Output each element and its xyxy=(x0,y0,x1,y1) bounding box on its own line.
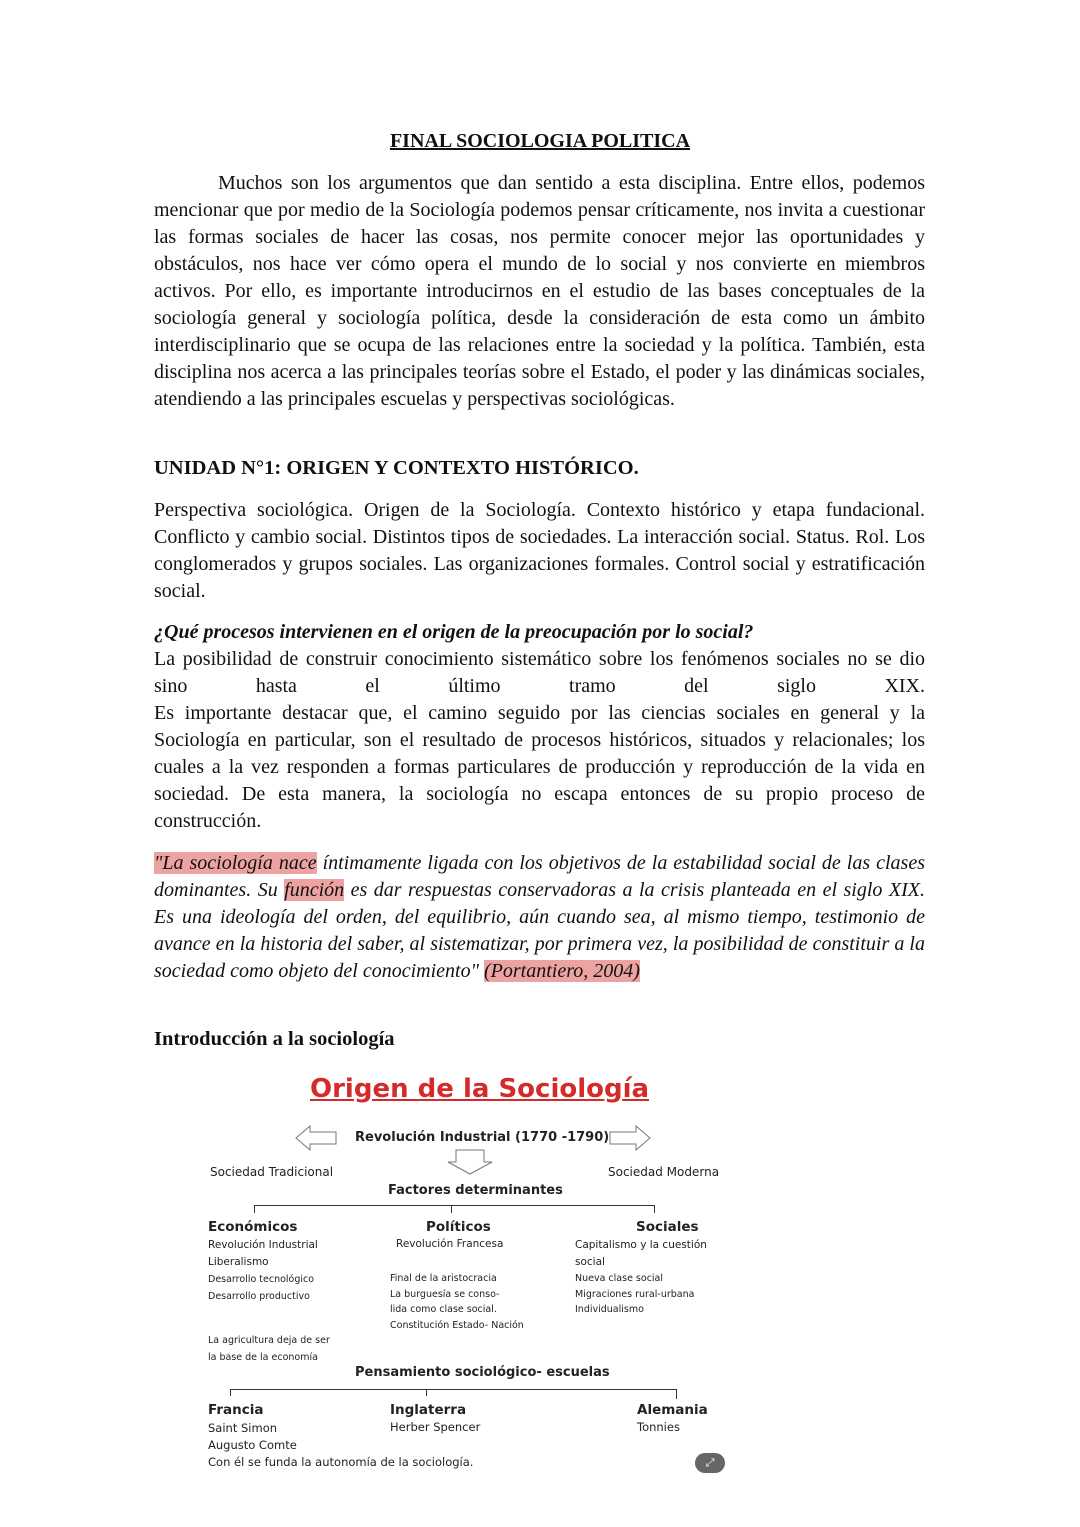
connector xyxy=(426,1389,427,1396)
connector xyxy=(254,1205,654,1206)
alemania-item: Tonnies xyxy=(637,1420,680,1434)
inglaterra-title: Inglaterra xyxy=(390,1402,467,1418)
politicos-title: Políticos xyxy=(426,1219,491,1235)
inglaterra-item: Herber Spencer xyxy=(390,1420,481,1434)
question-block xyxy=(154,619,925,835)
politicos-items: Final de la aristocracia La burguesía se conso- lida como clase social. Constitución Estado- Nación xyxy=(390,1273,524,1331)
unit-heading: UNIDAD N°1: ORIGEN Y CONTEXTO HISTÓRICO. xyxy=(154,457,639,479)
origin-diagram xyxy=(200,1070,740,1490)
connector xyxy=(654,1205,655,1213)
sociales-title: Sociales xyxy=(636,1219,699,1235)
connector xyxy=(230,1389,676,1390)
quote xyxy=(154,850,925,985)
alemania-title: Alemania xyxy=(637,1402,708,1418)
arrow-down-icon xyxy=(446,1148,494,1180)
highlight: función xyxy=(284,879,345,901)
intro-paragraph: Muchos son los argumentos que dan sentido a esta disciplina. Entre ellos, podemos mencionar que por medio de la Sociología podemos pensar críticamente, nos invita a cuestionar las formas sociales de hacer las cosas, nos permite conocer mejor las oportunidades y obstáculos, nos hace ver cómo opera el mundo de lo social y nos convierte en miembros activos. Por ello, es importante introducirnos en el estudio de las bases conceptuales de la sociología general y sociología política, desde la consideración de esta como un ámbito interdisciplinario que se ocupa de las relaciones entre la sociedad y la política. También, esta disciplina nos acerca a las principales teorías sobre el Estado, el poder y las dinámicas sociales, atendiendo a las principales escuelas y perspectivas sociológicas. xyxy=(154,172,925,410)
expand-icon[interactable]: ⤢ xyxy=(695,1453,725,1473)
arrow-right-icon xyxy=(608,1124,652,1156)
factors-label: Factores determinantes xyxy=(388,1183,563,1198)
sociales-items: Capitalismo y la cuestión social xyxy=(575,1239,707,1268)
francia-items: Saint Simon Augusto Comte Con él se funda la autonomía de la sociología. xyxy=(208,1421,474,1469)
connector xyxy=(230,1389,231,1396)
answer-2: Es importante destacar que, el camino seguido por las ciencias sociales en general y la Sociología en particular, son el resultado de procesos históricos, situados y relacionales; los cuales a la vez responden a formas particulares de producción y reproducción de la vida en sociedad. De esta manera, la sociología no escapa entonces de su propio proceso de construcción. xyxy=(154,702,925,832)
economicos-items-2: La agricultura deja de ser la base de la economía xyxy=(208,1335,330,1363)
connector xyxy=(254,1205,255,1213)
quote-text: es dar respuestas conservadoras a la crisis planteada en el siglo XIX. Es una ideología del orden, del equilibrio, aún cuando sea, al mismo tiempo, testimonio de avance en la historia del saber, al sistematizar, por primera vez, la posibilidad de constituir a la sociedad como objeto del conocimiento" xyxy=(154,879,925,982)
economicos-title: Económicos xyxy=(208,1219,298,1235)
section-heading: Introducción a la sociología xyxy=(154,1028,395,1050)
arrow-left-icon xyxy=(294,1124,338,1156)
answer-1: La posibilidad de construir conocimiento sistemático sobre los fenómenos sociales no se dio sino hasta el último tramo del siglo XIX. xyxy=(154,648,925,697)
right-label: Sociedad Moderna xyxy=(608,1165,720,1179)
politicos-item: Revolución Francesa xyxy=(396,1238,504,1250)
citation: (Portantiero, 2004) xyxy=(483,960,640,982)
francia-title: Francia xyxy=(208,1402,264,1418)
document-title: FINAL SOCIOLOGIA POLITICA xyxy=(389,130,691,152)
economicos-items: Revolución Industrial Liberalismo Desarrollo tecnológico Desarrollo productivo xyxy=(208,1239,318,1302)
connector xyxy=(451,1205,452,1213)
question: ¿Qué procesos intervienen en el origen de la preocupación por lo social? xyxy=(154,621,754,643)
sociales-items-2: Nueva clase social Migraciones rural-urbana Individualismo xyxy=(575,1273,695,1315)
left-label: Sociedad Tradicional xyxy=(210,1165,334,1179)
connector xyxy=(676,1389,677,1399)
diagram-title: Origen de la Sociología xyxy=(310,1074,650,1104)
schools-label: Pensamiento sociológico- escuelas xyxy=(355,1365,610,1380)
highlight: "La sociología nace xyxy=(154,852,317,874)
center-label: Revolución Industrial (1770 -1790) xyxy=(355,1130,610,1145)
unit-topics: Perspectiva sociológica. Origen de la Sociología. Contexto histórico y etapa fundacional. Conflicto y cambio social. Distintos tipos de sociedades. La interacción social. Status. Rol. Los conglomerados y grupos sociales. Las organizaciones formales. Control social y estratificación social. xyxy=(154,499,925,602)
quote-text: íntimamente ligada con los objetivos de la estabilidad social de las clases dominantes. Su xyxy=(154,852,925,901)
